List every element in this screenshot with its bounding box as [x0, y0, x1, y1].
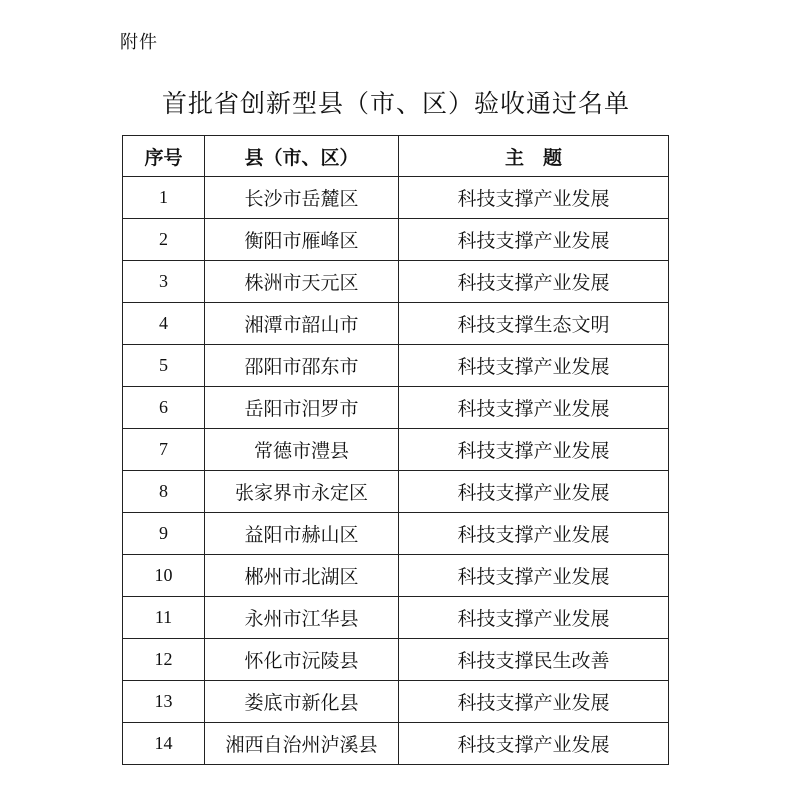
table-header [123, 136, 669, 177]
table-row [123, 303, 669, 345]
row-theme: 科技支撑产业发展 [399, 513, 669, 555]
row-index: 4 [123, 303, 205, 345]
row-theme: 科技支撑产业发展 [399, 177, 669, 219]
row-index: 8 [123, 471, 205, 513]
row-theme: 科技支撑产业发展 [399, 723, 669, 765]
row-theme: 科技支撑产业发展 [399, 219, 669, 261]
row-index: 11 [123, 597, 205, 639]
row-county: 郴州市北湖区 [205, 555, 399, 597]
table-header-row [123, 136, 669, 177]
row-county: 湘潭市韶山市 [205, 303, 399, 345]
row-index: 6 [123, 387, 205, 429]
row-index: 12 [123, 639, 205, 681]
row-county: 娄底市新化县 [205, 681, 399, 723]
row-theme: 科技支撑产业发展 [399, 681, 669, 723]
row-theme: 科技支撑产业发展 [399, 555, 669, 597]
results-table [122, 135, 669, 765]
table-row [123, 261, 669, 303]
row-theme: 科技支撑产业发展 [399, 597, 669, 639]
table-row [123, 555, 669, 597]
row-index: 3 [123, 261, 205, 303]
table-row [123, 429, 669, 471]
row-theme: 科技支撑产业发展 [399, 387, 669, 429]
row-index: 13 [123, 681, 205, 723]
results-table-container [122, 135, 668, 765]
column-header-county: 县（市、区） [205, 136, 399, 177]
document-title: 首批省创新型县（市、区）验收通过名单 [161, 89, 630, 118]
row-county: 怀化市沅陵县 [205, 639, 399, 681]
column-header-theme: 主 题 [399, 136, 669, 177]
table-row [123, 681, 669, 723]
row-theme: 科技支撑生态文明 [399, 303, 669, 345]
row-county: 张家界市永定区 [205, 471, 399, 513]
row-index: 9 [123, 513, 205, 555]
row-county: 益阳市赫山区 [205, 513, 399, 555]
row-index: 7 [123, 429, 205, 471]
column-header-index: 序号 [123, 136, 205, 177]
table-row [123, 639, 669, 681]
row-county: 衡阳市雁峰区 [205, 219, 399, 261]
row-index: 2 [123, 219, 205, 261]
table-row [123, 177, 669, 219]
row-index: 10 [123, 555, 205, 597]
table-row [123, 219, 669, 261]
table-row [123, 597, 669, 639]
row-county: 长沙市岳麓区 [205, 177, 399, 219]
row-theme: 科技支撑产业发展 [399, 345, 669, 387]
row-index: 1 [123, 177, 205, 219]
row-county: 岳阳市汨罗市 [205, 387, 399, 429]
table-body [123, 177, 669, 765]
row-theme: 科技支撑产业发展 [399, 261, 669, 303]
table-row [123, 723, 669, 765]
row-theme: 科技支撑民生改善 [399, 639, 669, 681]
row-theme: 科技支撑产业发展 [399, 429, 669, 471]
row-county: 株洲市天元区 [205, 261, 399, 303]
row-county: 常德市澧县 [205, 429, 399, 471]
row-index: 5 [123, 345, 205, 387]
table-row [123, 387, 669, 429]
attachment-label: 附件 [120, 32, 158, 53]
table-row [123, 471, 669, 513]
row-county: 邵阳市邵东市 [205, 345, 399, 387]
row-index: 14 [123, 723, 205, 765]
table-row [123, 513, 669, 555]
row-county: 湘西自治州泸溪县 [205, 723, 399, 765]
row-county: 永州市江华县 [205, 597, 399, 639]
table-row [123, 345, 669, 387]
row-theme: 科技支撑产业发展 [399, 471, 669, 513]
